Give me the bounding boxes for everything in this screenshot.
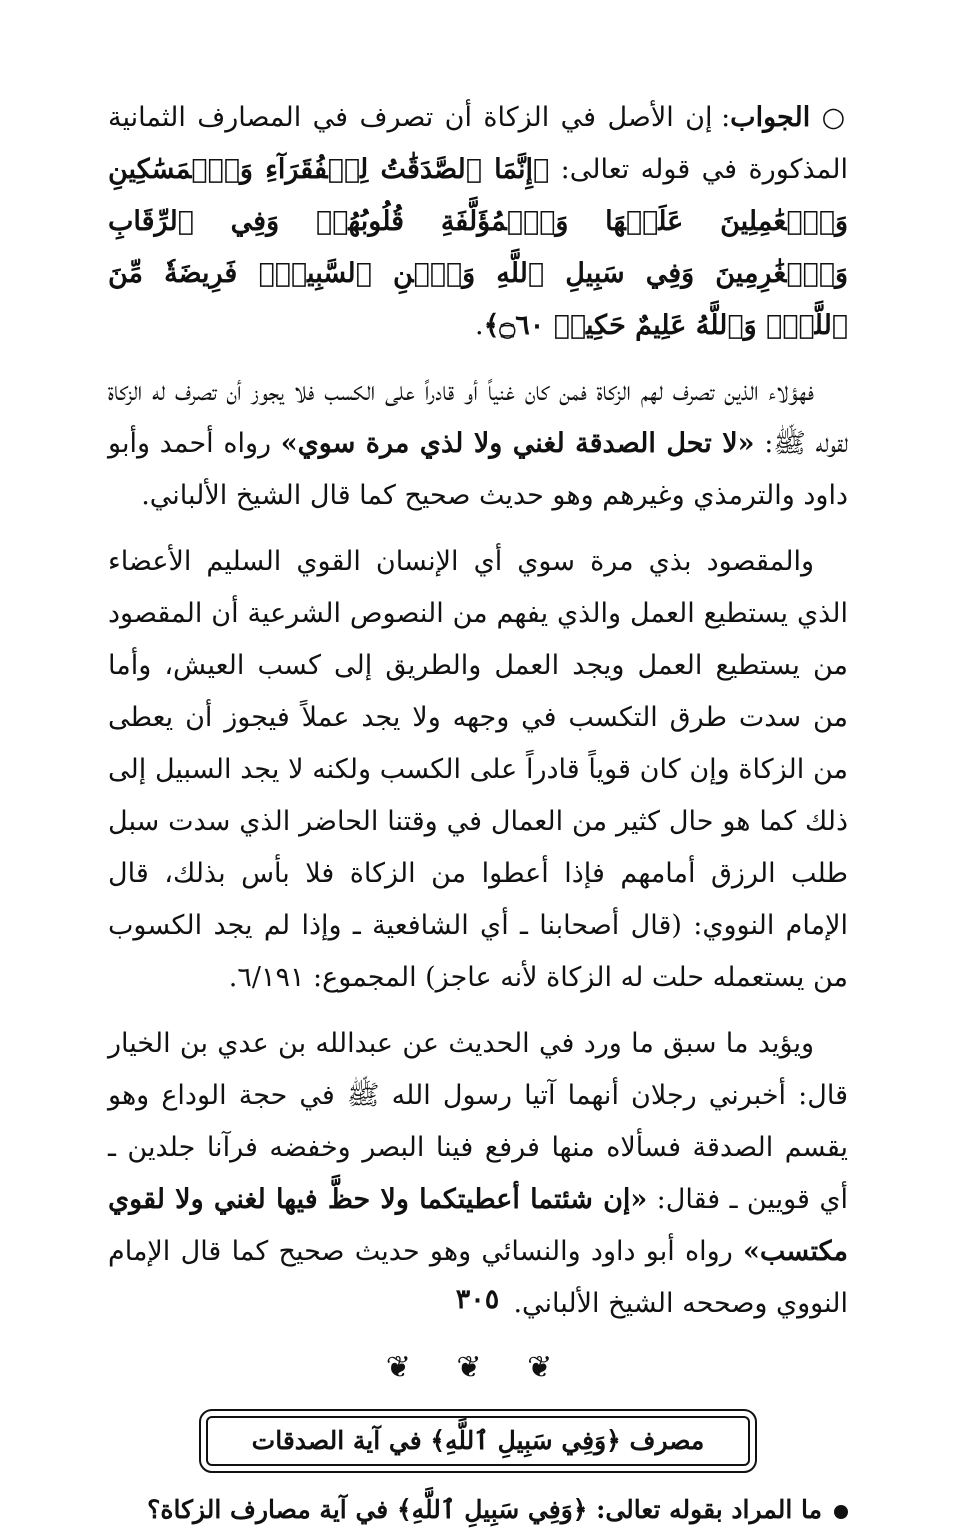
hadith-1: «لا تحل الصدقة لغني ولا لذي مرة سوي» (280, 428, 755, 459)
answer-label: الجواب (730, 102, 811, 133)
quran-verse: ﴿إِنَّمَا ٱلصَّدَقَٰتُ لِلۡفُقَرَآءِ وَٱلۡمَسَٰكِينِ وَٱلۡعَٰمِلِينَ عَلَيۡهَا وَٱلۡمُؤَلَّفَةِ قُلُوبُهُمۡ وَفِي ٱلرِّقَابِ وَٱلۡغَٰرِمِينَ وَفِي سَبِيلِ ٱللَّهِ وَٱبۡنِ ٱلسَّبِيلِۖ فَرِيضَةٗ مِّنَ ٱللَّهِۗ وَٱللَّهُ عَلِيمٌ حَكِيمٞ ۝٦٠﴾ (108, 154, 848, 341)
p2-before: فهؤلاء الذين تصرف لهم الزكاة فمن كان غنياً أو قادراً على الكسب فلا يجوز أن تصرف له الزكاة لقوله ﷺ: (108, 376, 848, 459)
question-line (108, 1488, 848, 1532)
p4-before: ويؤيد ما سبق ما ورد في الحديث عن عبدالله بن عدي بن الخيار قال: أخبرني رجلان أنهما آتيا رسول الله ﷺ في حجة الوداع وهو يقسم الصدقة فسألاه منها فرفع فينا البصر وخفضه فرآنا جلدين ـ أي قويين ـ فقال: (108, 1028, 848, 1215)
page-body (108, 92, 848, 1532)
answer-end: . (474, 310, 484, 341)
p2-after: رواه أحمد وأبو داود والترمذي وغيرهم وهو حديث صحيح كما قال الشيخ الألباني. (108, 428, 848, 511)
bullet-icon (834, 1505, 848, 1519)
p4-after: رواه أبو داود والنسائي وهو حديث صحيح كما قال الإمام النووي وصححه الشيخ الألباني. (108, 1236, 848, 1319)
paragraph-meaning: والمقصود بذي مرة سوي أي الإنسان القوي السليم الأعضاء الذي يستطيع العمل والذي يفهم من النصوص الشرعية أن المقصود من يستطيع العمل ويجد العمل والطريق إلى كسب العيش، وأما من سدت طرق التكسب في وجهه ولا يجد عملاً فيجوز أن يعطى من الزكاة وإن كان قوياً قادراً على الكسب ولكنه لا يجد السبيل إلى ذلك كما هو حال كثير من العمال في وقتنا الحاضر الذي سدت سبل طلب الرزق أمامهم فإذا أعطوا من الزكاة فلا بأس بذلك، قال الإمام النووي: (قال أصحابنا ـ أي الشافعية ـ وإذا لم يجد الكسوب من يستعمله حلت له الزكاة لأنه عاجز) المجموع: ٦/١٩١. (108, 546, 848, 993)
circle-marker: ○ (821, 102, 848, 133)
paragraph-rich-not-eligible (108, 366, 848, 522)
ornament-divider-icon: ❦ ❦ ❦ (385, 1350, 571, 1385)
paragraph-answer (108, 92, 848, 352)
answer-intro: : إن الأصل في الزكاة أن تصرف في المصارف الثمانية المذكورة في قوله تعالى: (108, 102, 849, 185)
section-heading: مصرف ﴿وَفِي سَبِيلِ ٱللَّهِ﴾ في آية الصدقات (206, 1416, 750, 1466)
hadith-2: «إن شئتما أعطيتكما ولا حظَّ فيها لغني ولا لقوي مكتسب» (108, 1184, 848, 1267)
question-text: ما المراد بقوله تعالى: ﴿وَفِي سَبِيلِ ٱللَّهِ﴾ في آية مصارف الزكاة؟ (147, 1495, 822, 1524)
page-number: ٣٠٥ (455, 1284, 500, 1315)
